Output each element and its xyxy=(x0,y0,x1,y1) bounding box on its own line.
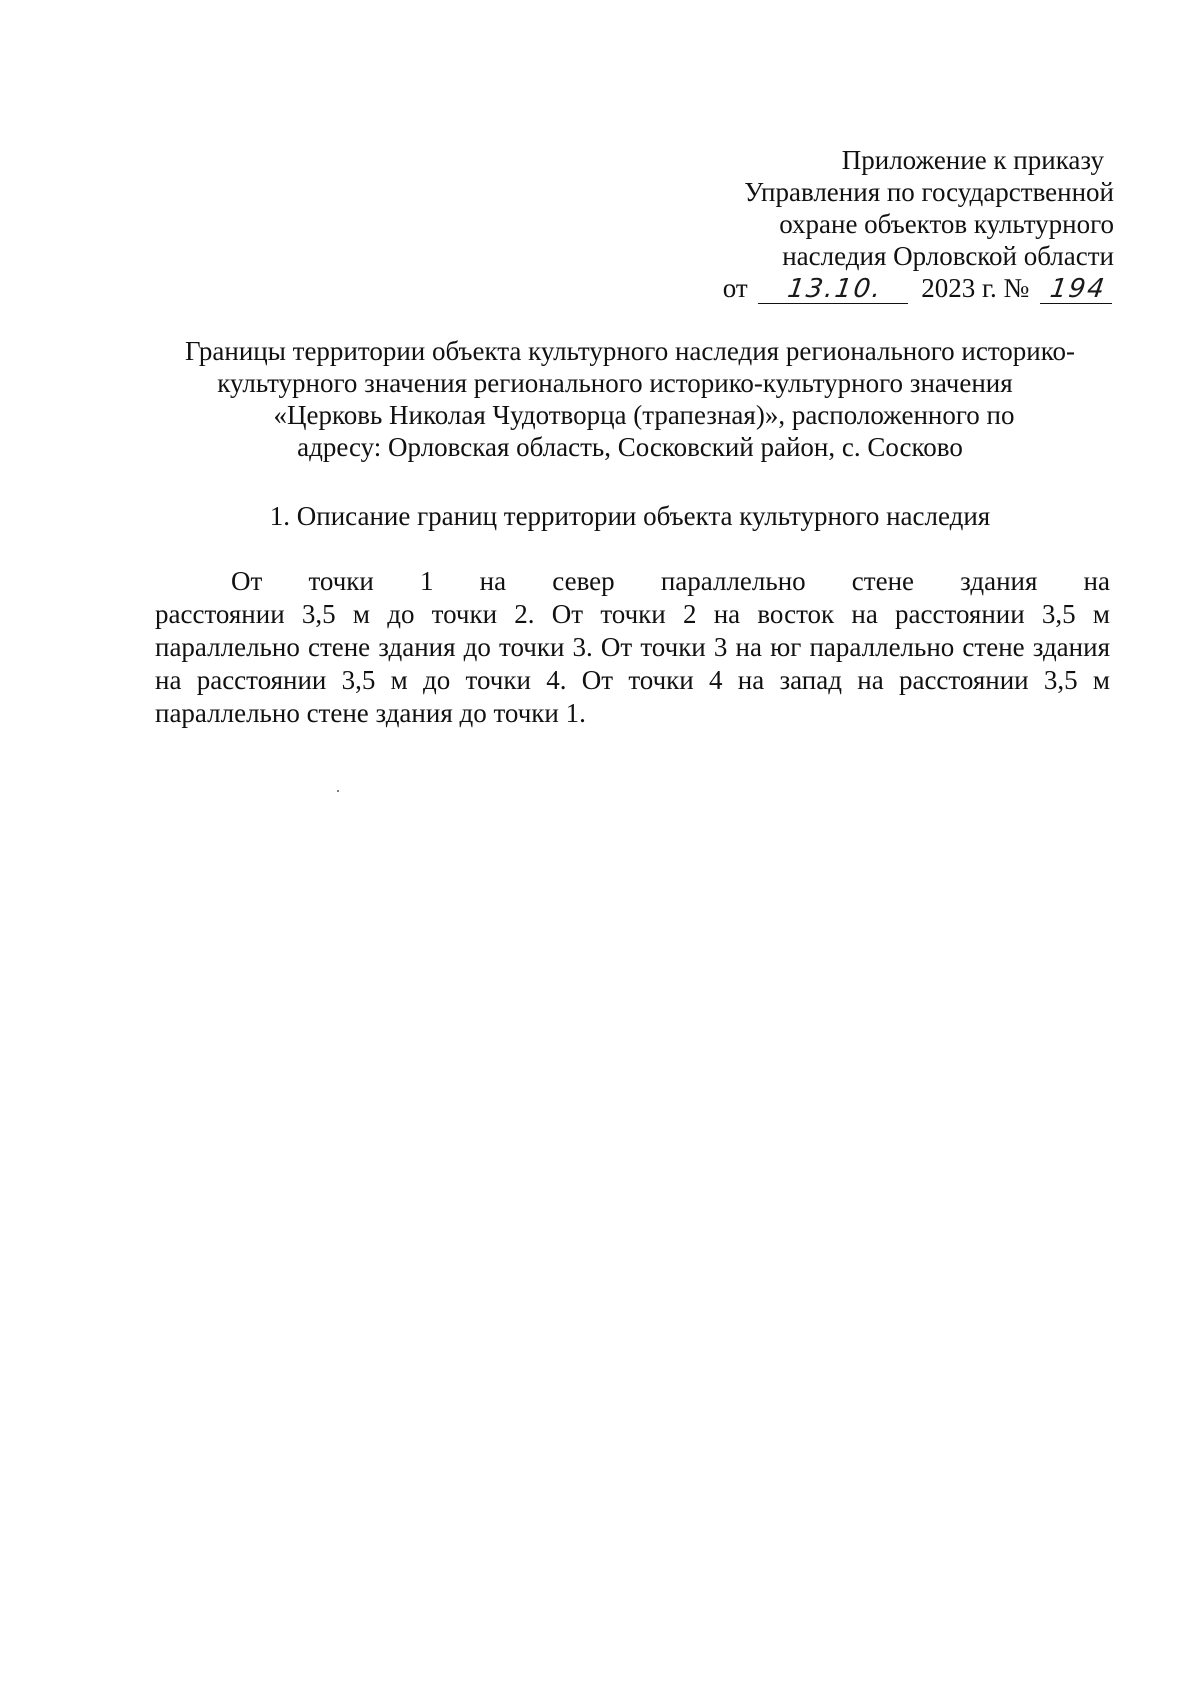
body-first-line: От точки 1 на север параллельно стене здания на расстоянии xyxy=(155,566,1110,629)
body-rest: 3,5 м до точки 2. От точки 2 на восток на расстоянии 3,5 м параллельно стене здания до точки 3. От точки 3 на юг параллельно стене здания на расстоянии 3,5 м до точки 4. От точки 4 на запад на расстоянии 3,5 м параллельно стене здания до точки 1. xyxy=(155,599,1111,728)
document-title xyxy=(150,335,1110,463)
appendix-header xyxy=(594,144,1114,272)
body-paragraph xyxy=(155,565,1110,730)
order-date-number-line xyxy=(723,272,1114,304)
title-line: Границы территории объекта культурного наследия регионального историко- xyxy=(185,336,1075,366)
title-line: культурного значения регионального историко-культурного значения xyxy=(217,368,1013,398)
handwritten-date: 13.10. xyxy=(758,275,912,304)
scan-speck xyxy=(337,790,339,792)
handwritten-order-number: 194 xyxy=(1040,275,1116,304)
appendix-line: Приложение к приказу xyxy=(841,145,1104,175)
title-line: «Церковь Николая Чудотворца (трапезная)», расположенного по xyxy=(273,400,1015,430)
year-number-label: 2023 г. № xyxy=(921,273,1030,303)
boundary-description xyxy=(155,565,1110,730)
section-heading: 1. Описание границ территории объекта культурного наследия xyxy=(269,501,991,531)
date-prefix: от xyxy=(722,273,748,303)
appendix-line: охране объектов культурного xyxy=(779,209,1114,239)
appendix-line: Управления по государственной xyxy=(744,177,1114,207)
appendix-line: наследия Орловской области xyxy=(782,241,1114,271)
title-line: адресу: Орловская область, Сосковский район, с. Сосково xyxy=(297,432,963,462)
